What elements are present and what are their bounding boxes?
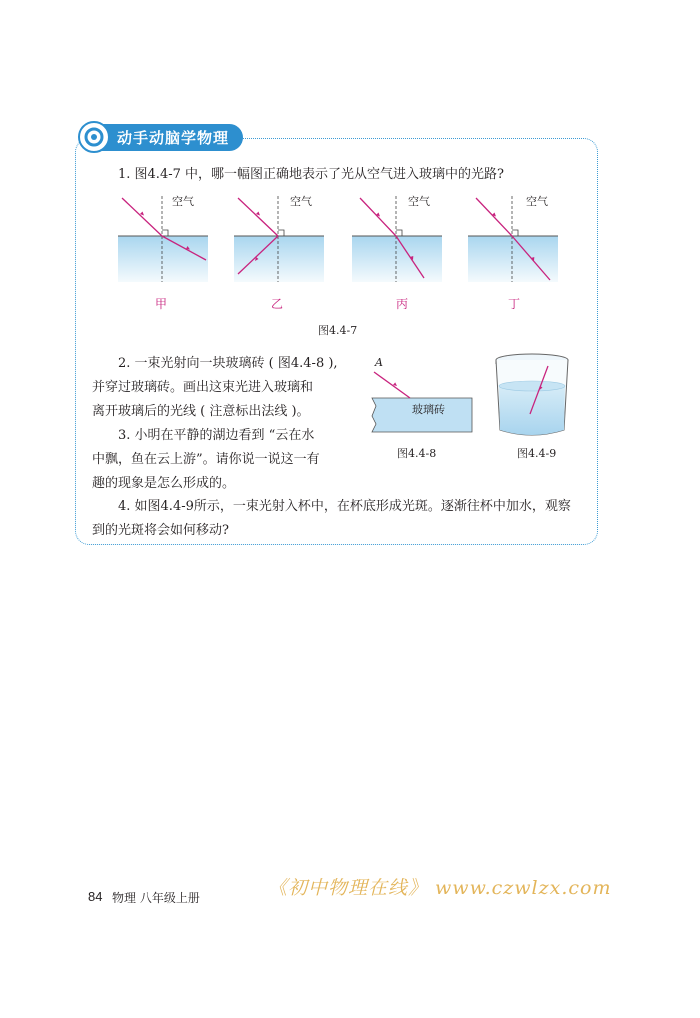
book-title: 物理 八年级上册 bbox=[112, 891, 200, 905]
beaker-diagram bbox=[490, 350, 574, 442]
question-2-line-2: 并穿过玻璃砖。画出这束光进入玻璃和 bbox=[92, 380, 314, 395]
panel-label-1: 甲 bbox=[155, 297, 168, 311]
panel-label-3: 丙 bbox=[396, 297, 409, 311]
air-label-1: 空气 bbox=[172, 195, 194, 208]
section-title: 动手动脑学物理 bbox=[117, 129, 230, 147]
diagram-panel-1 bbox=[118, 190, 208, 282]
panel-label-4: 丁 bbox=[508, 297, 521, 311]
point-a-label: A bbox=[375, 356, 383, 369]
question-1: 1. 图4.4-7 中，哪一幅图正确地表示了光从空气进入玻璃中的光路? bbox=[118, 167, 504, 182]
question-4-line-1: 4. 如图4.4-9所示，一束光射入杯中，在杯底形成光斑。逐渐往杯中加水，观察 bbox=[118, 499, 571, 514]
question-2-line-1: 2. 一束光射向一块玻璃砖 ( 图4.4-8 ), bbox=[118, 356, 338, 371]
question-4-line-2: 到的光斑将会如何移动? bbox=[92, 523, 229, 538]
question-2-line-3: 离开玻璃后的光线 ( 注意标出法线 )。 bbox=[92, 404, 310, 419]
question-3-line-3: 趣的现象是怎么形成的。 bbox=[92, 476, 236, 491]
air-label-4: 空气 bbox=[526, 195, 548, 208]
air-label-3: 空气 bbox=[408, 195, 430, 208]
target-icon bbox=[78, 121, 110, 153]
page-number: 84 bbox=[88, 889, 103, 904]
air-label-2: 空气 bbox=[290, 195, 312, 208]
glass-block-label: 玻璃砖 bbox=[412, 403, 445, 416]
question-3-line-2: 中飘，鱼在云上游”。请你说一说这一有 bbox=[92, 452, 320, 467]
figure-caption-4-4-7: 图4.4-7 bbox=[318, 324, 358, 337]
figure-caption-4-4-9: 图4.4-9 bbox=[517, 447, 557, 460]
panel-label-2: 乙 bbox=[271, 297, 284, 311]
watermark: 《初中物理在线》 www.czwlzx.com bbox=[268, 877, 612, 899]
glass-block-diagram bbox=[368, 354, 478, 438]
figure-caption-4-4-8: 图4.4-8 bbox=[397, 447, 437, 460]
question-3-line-1: 3. 小明在平静的湖边看到 “云在水 bbox=[118, 428, 315, 443]
